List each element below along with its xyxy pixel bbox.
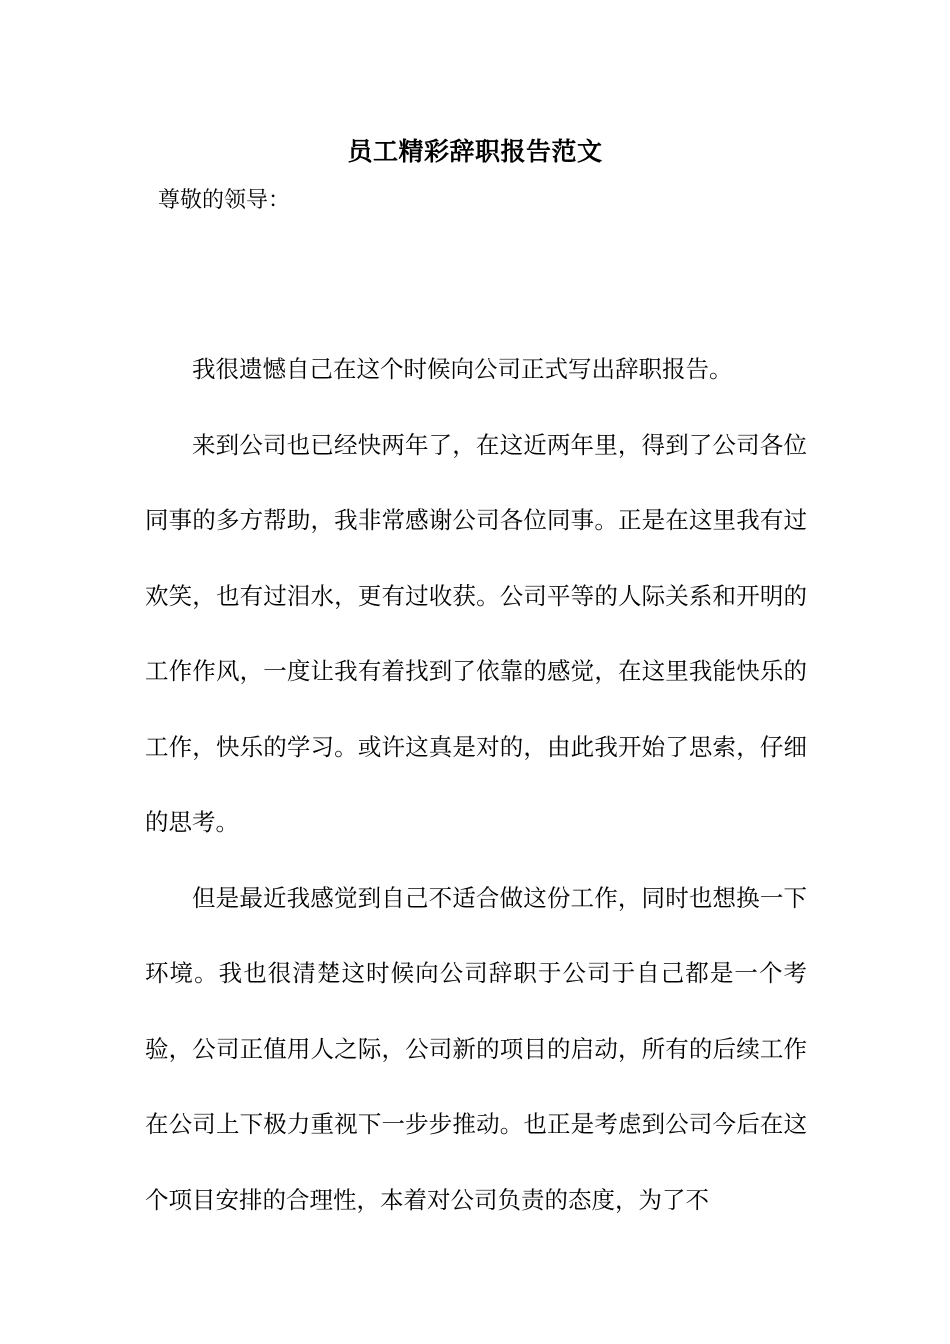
document-body (145, 332, 807, 1238)
paragraph: 但是最近我感觉到自己不适合做这份工作，同时也想换一下环境。我也很清楚这时候向公司辞职于公司于自己都是一个考验，公司正值用人之际，公司新的项目的启动，所有的后续工作在公司上下极力重视下一步步推动。也正是考虑到公司今后在这个项目安排的合理性，本着对公司负责的态度，为了不 (145, 883, 807, 1214)
paragraph: 来到公司也已经快两年了，在这近两年里，得到了公司各位同事的多方帮助，我非常感谢公司各位同事。正是在这里我有过欢笑，也有过泪水，更有过收获。公司平等的人际关系和开明的工作作风，一度让我有着找到了依靠的感觉，在这里我能快乐的工作，快乐的学习。或许这真是对的，由此我开始了思索，仔细的思考。 (145, 430, 807, 836)
salutation: 尊敬的领导： (158, 188, 291, 213)
paragraph: 我很遗憾自己在这个时候向公司正式写出辞职报告。 (192, 355, 733, 383)
document-title: 员工精彩辞职报告范文 (347, 137, 603, 166)
